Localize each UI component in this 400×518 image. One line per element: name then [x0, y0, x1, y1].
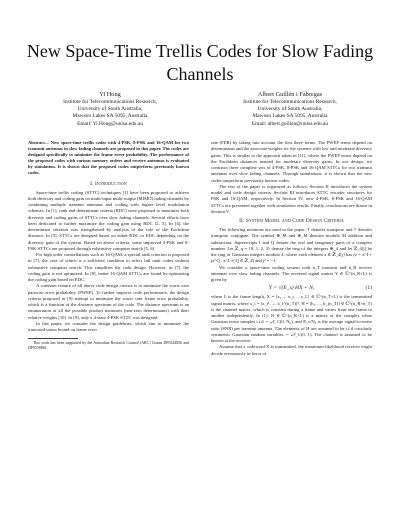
paragraph: Space-time trellis coding (STTC) techniques [1] have been proposed to achieve both diversity and coding gain on multi-input multi-output (MIMO) fading channels by combining multiple transmit antennas and coding with higher level modulation schemes. In [1], rank and determinant criteria (RDC) were proposed to maximize both diversity and coding gains of STTCs over slow fading channels. Several efforts have been dedicated to further maximize the coding gain using RDC [2, 3]. In [4], the determinant criterion was strengthened by analysis of the role of the Euclidean distance. In [5], STTCs are designed based on either RDC or EDC depending on the diversity gain of the system. Based on above criteria, some improved 4-PSK and 8-PSK STTCs are proposed through exhaustive computer search [5, 6]. [28, 189, 189, 251]
section-heading-introduction: I. Introduction [90, 180, 127, 187]
author-2 [200, 90, 380, 128]
equation-1 [211, 284, 372, 293]
footnote-rule [28, 338, 78, 339]
paragraph: A common feature of all above code design criteria is to minimize the worst case pairwise error probability (PWEP). To further improve code performance, the design criteria proposed in [9] attempt to minimize the worst case frame error probability, which is a function of the distance spectrum of the code. The distance spectrum is an enumeration of all the possible product measures (non-zero determinants) with their relative weights [10]. In [9], only a 4-state 4-PSK STTC was designed. [28, 283, 189, 320]
section-heading-system-model: II. System Model and Code Design Criteria [239, 218, 344, 224]
right-column [211, 140, 372, 357]
paper-title: New Space-Time Trellis Codes for Slow Fading Channels [26, 41, 374, 84]
paragraph: Assume that a codeword X is transmitted, the maximum-likelihood receiver might decide erroneously in favor of [211, 344, 372, 356]
equation-body: Y = √(E_s) HX + N, [268, 285, 315, 292]
author-affiliation: Institute for Telecommunications Research, [243, 99, 337, 105]
paragraph: For high order constellations such as 16-QAM, a special rank criterion is proposed in [7], the core of which is a sufficient condition to select full rank codes without exhaustive computer search. This simplifies the code design. However, in [7], the coding gain is not optimized. In [8], better 16-QAM STTCs are found by optimizing the coding gain based on EDC. [28, 252, 189, 283]
paragraph: rate (FER) by taking into account the first three terms. The PWEP terms depend on determinants and the associate weights for the systems with low and moderate diversity gains. This is similar to the approach taken in [11], where the PWEP terms depend on the Euclidean distances instead for moderate diversity gains. In our design, we construct three complete sets of 4-PSK, 8-PSK and 16-QAM STTCs for two transmit antennas over slow fading channels. Through simulations, it is shown that the new codes outperform previously known codes. [211, 140, 372, 183]
author-affiliation: University of South Australia, [257, 106, 323, 113]
paragraph: where L is the frame length, X = [x₁ ... x_t ... x_L] ∈ ℂ^(n_T×L) is the transmitted signal matrix, where x_t = [x_t¹, ..., x_t^(n_T)]ᵀ, H = [h₁, ..., h_(n_T)] ∈ ℂ^(n_R×n_T) is the channel matrix, which is constant during a frame and varies from one frame to another independently. In (1), N ∈ ℂ^(n_R×L) is a matrix of the complex white Gaussian noise samples i.i.d ∼ 𝒩_C(0, N₀), and E_s/N₀ is the average signal-to-noise ratio (SNR) per transmit antenna. The elements of H are assumed to be i.i.d circularly symmetric Gaussian random variables ∼ 𝒩_C(0, 1). The channel is assumed to be known at the receiver. [211, 294, 372, 343]
equation-number: (1) [365, 285, 372, 292]
author-affiliation: Institute for Telecommunications Research, [63, 99, 157, 105]
footnote: This work has been supported by the Australian Research Council (ARC) Grants DP0344856 and DP0558861. [28, 340, 189, 350]
author-name: Yi Hong [99, 91, 121, 98]
author-affiliation: University of South Australia, [77, 106, 143, 113]
paragraph: In this paper, we consider the design guidelines, which aim to minimize the truncated union bound on frame error [28, 320, 189, 333]
author-affiliation: Mawson Lakes SA 5095, Australia [72, 113, 148, 120]
author-email[interactable]: Email: Yi.Hong@unisa.edu.au [77, 120, 143, 127]
left-column [28, 140, 189, 351]
abstract: Abstract— New space-time trellis codes with 4-PSK, 8-PSK and 16-QAM for two transmit antennas in slow fading channels are proposed in this paper. The codes are designed specifically to minimize the frame error probability. The performance of the proposed codes with various memory orders and receive antennas is evaluated by simulation. It is shown that the proposed codes outperform previously known codes. [28, 140, 189, 176]
author-block [20, 90, 380, 128]
author-name: Albert Guillén i Fàbregas [257, 91, 323, 98]
author-affiliation: Mawson Lakes SA 5095, Australia [252, 113, 328, 120]
paragraph: We consider a space-time coding system with n_T transmit and n_R receive antennas over slow fading channels. The received signal matrix Y ∈ ℂ^(n_R×L) is given by [211, 264, 372, 282]
author-1 [20, 90, 200, 128]
paragraph: The following notations are used in the paper: T denotes transpose and † denotes transpose conjugate. The symbol ⊕_M and ⊕_M denotes modulo M addition and subtraction. Superscripts I and Q denote the real and imaginary parts of a complex number. Let ℤ_q = {0, 1, 2, 3} denote the ring of the integers ⊕_4 and let ℤ_4[j] be the ring of Gaussian integers modulo 4, where each element z ∈ ℤ_4[j] has (z = z^I + jz^Q ; z^I, z^Q ∈ ℤ_4) and j² = −1. [211, 227, 372, 264]
author-email[interactable]: Email: albert.guillen@unisa.edu.au [251, 120, 329, 127]
paragraph: The rest of the paper is organized as follows: Section II introduces the system model and code design criteria. Section III introduces STTC encoder structures for PSK and 16-QAM, respectively. In Section IV, new 4-PSK, 8-PSK and 16-QAM STTCs are presented together with simulation results. Finally, conclusions are drawn in Section V. [211, 183, 372, 214]
